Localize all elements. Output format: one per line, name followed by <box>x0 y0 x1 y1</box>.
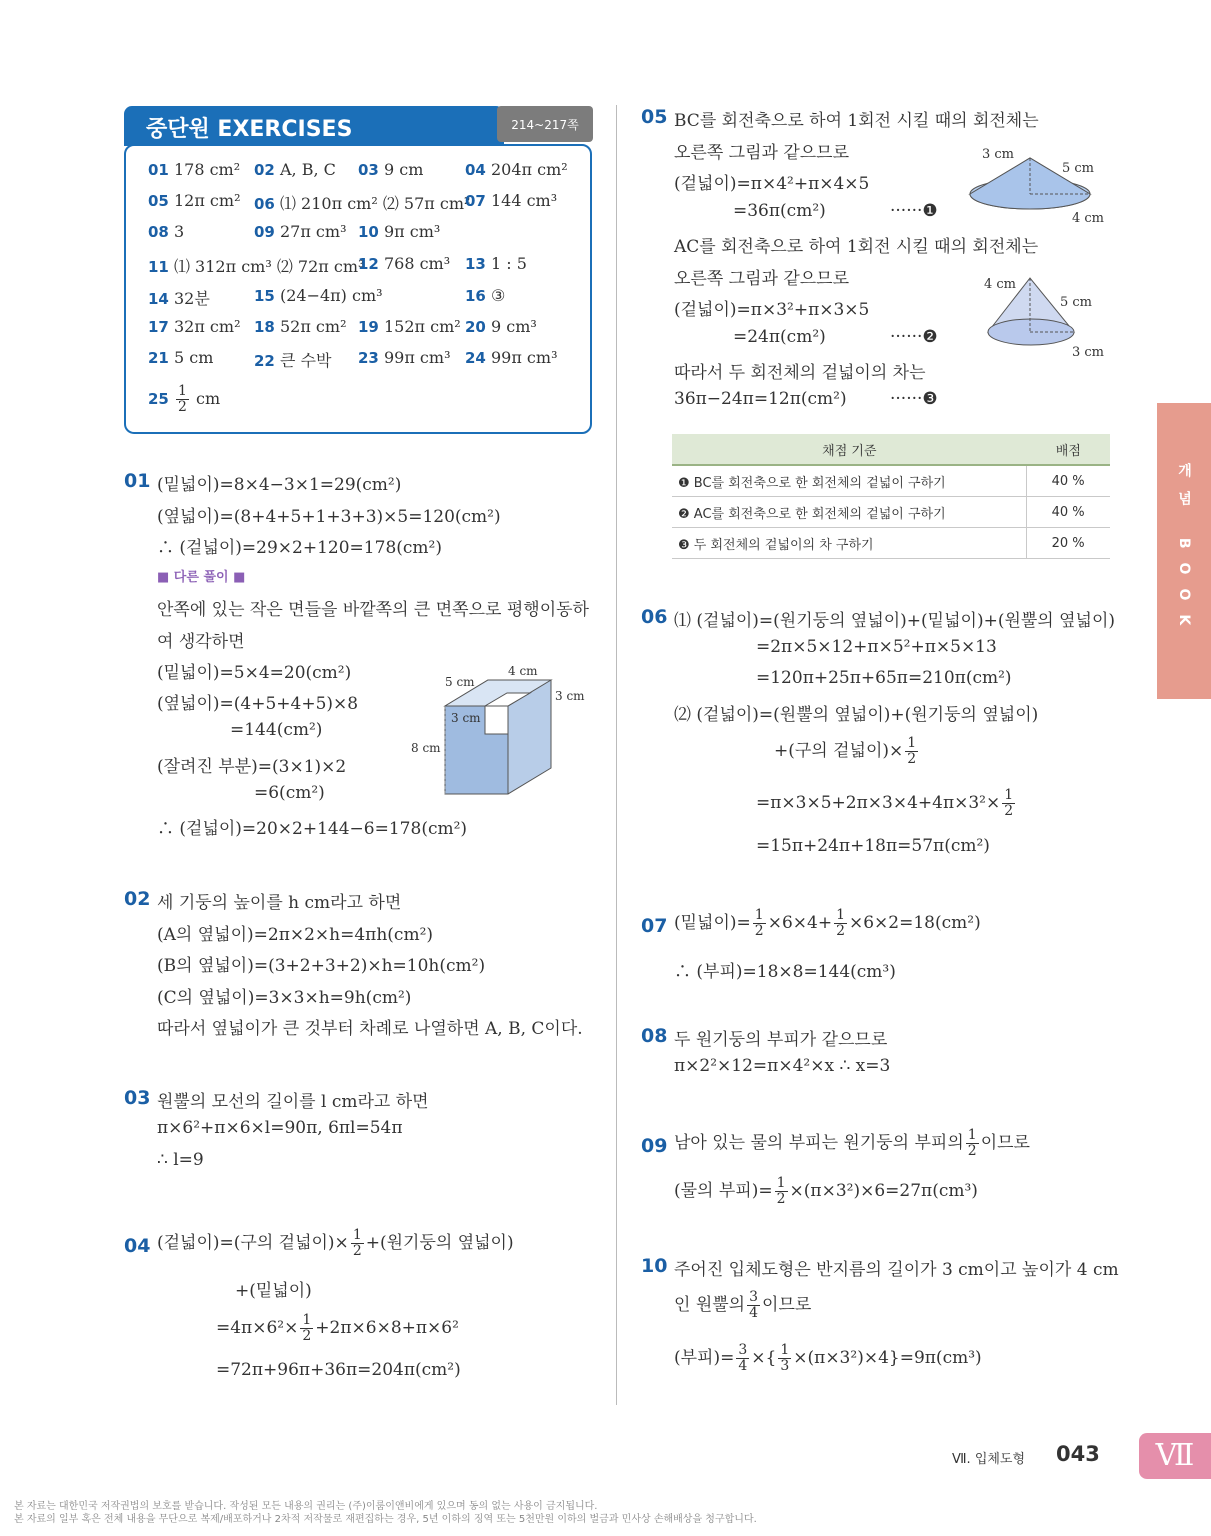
solution-line: =144(cm²) <box>230 720 323 740</box>
solution-line: (겉넓이)=(구의 겉넓이)× $\frac{1}{2}$ +(원기둥의 옆넓이) <box>157 1227 514 1259</box>
answer-item: 09 27π cm³ <box>254 222 347 241</box>
solution-line: +(구의 겉넓이)× $\frac{1}{2}$ <box>774 735 917 767</box>
points-cell: 20 % <box>1027 528 1110 559</box>
answer-item: 11 ⑴ 312π cm³ ⑵ 72π cm³ <box>148 257 365 276</box>
side-tab-label: 개념 BOOK <box>1176 462 1192 640</box>
chapter-badge: Ⅶ <box>1139 1433 1211 1479</box>
solution-line: (A의 옆넓이)=2π×2×h=4πh(cm²) <box>157 925 434 945</box>
prism-figure <box>405 660 605 810</box>
solution-line: =2π×5×12+π×5²+π×5×13 <box>756 637 997 657</box>
solution-line: BC를 회전축으로 하여 1회전 시킬 때의 회전체는 <box>674 111 1039 131</box>
answer-item: 19 152π cm² <box>358 317 461 336</box>
copyright-line-2: 본 자료의 일부 혹은 전체 내용을 무단으로 복제/배포하거나 2차적 저작물로 재편집하는 경우, 5년 이하의 징역 또는 5천만원 이하의 벌금과 민사상 손해배상을 청구합니다. <box>14 1514 757 1525</box>
solution-line: 인 원뿔의 $\frac{3}{4}$ 이므로 <box>674 1289 812 1321</box>
solution-line: ⑴ (겉넓이)=(원기둥의 옆넓이)+(밑넓이)+(원뿔의 옆넓이) <box>674 611 1116 631</box>
label-4cm: 4 cm <box>1072 211 1105 226</box>
solution-line: (C의 옆넓이)=3×3×h=9h(cm²) <box>157 988 412 1008</box>
solution-line: =π×3×5+2π×3×4+4π×3²× $\frac{1}{2}$ <box>756 787 1014 819</box>
answer-item: 01 178 cm² <box>148 160 241 179</box>
points-cell: 40 % <box>1027 465 1110 497</box>
solution-line: AC를 회전축으로 하여 1회전 시킬 때의 회전체는 <box>674 237 1039 257</box>
answer-item: 13 1 : 5 <box>465 254 527 273</box>
label-3cm-inner: 3 cm <box>451 711 481 725</box>
solution-line: (겉넓이)=π×4²+π×4×5 <box>674 174 870 194</box>
label-3cm: 3 cm <box>982 147 1015 162</box>
solution-line: (옆넓이)=(4+5+4+5)×8 <box>157 694 359 714</box>
solution-line: 두 원기둥의 부피가 같으므로 <box>674 1030 888 1050</box>
answer-item: 03 9 cm <box>358 160 424 179</box>
solution-line: 오른쪽 그림과 같으므로 <box>674 269 850 289</box>
table-row <box>672 465 1110 497</box>
header-points: 배점 <box>1027 434 1110 465</box>
column-divider <box>616 105 617 1405</box>
label-4cm: 4 cm <box>984 277 1017 292</box>
answer-item: 07 144 cm³ <box>465 191 558 210</box>
step-marker: ······❷ <box>890 327 938 347</box>
label-5cm: 5 cm <box>445 675 475 689</box>
criteria-cell: ❶ BC를 회전축으로 한 회전체의 겉넓이 구하기 <box>672 465 1027 497</box>
solution-line: 남아 있는 물의 부피는 원기둥의 부피의 $\frac{1}{2}$ 이므로 <box>674 1127 1030 1159</box>
answer-item: 15 (24−4π) cm³ <box>254 286 383 305</box>
solution-line: (부피)= $\frac{3}{4}$ ×{ $\frac{1}{3}$ ×(π×3²)×4}=9π(cm³) <box>674 1342 982 1374</box>
cone-figure-1 <box>960 140 1120 230</box>
solution-line: (밑넓이)=5×4=20(cm²) <box>157 663 352 683</box>
label-3cm: 3 cm <box>1072 345 1105 360</box>
answer-item: 24 99π cm³ <box>465 348 558 367</box>
label-5cm: 5 cm <box>1060 295 1093 310</box>
solution-line: ∴ (겉넓이)=20×2+144−6=178(cm²) <box>157 819 468 839</box>
solution-line: 원뿔의 모선의 길이를 l cm라고 하면 <box>157 1092 429 1112</box>
header-criteria: 채점 기준 <box>672 434 1027 465</box>
solution-line: (물의 부피)= $\frac{1}{2}$ ×(π×3²)×6=27π(cm³) <box>674 1175 978 1207</box>
cone-figure-2 <box>980 270 1120 365</box>
problem-number: 03 <box>124 1087 151 1109</box>
answer-item: 12 768 cm³ <box>358 254 451 273</box>
solution-line: 주어진 입체도형은 반지름의 길이가 3 cm이고 높이가 4 cm <box>674 1260 1119 1280</box>
answer-item: 16 ③ <box>465 286 506 305</box>
problem-number: 01 <box>124 470 151 492</box>
solution-line: ∴ (부피)=18×8=144(cm³) <box>674 962 896 982</box>
solution-line: (옆넓이)=(8+4+5+1+3+3)×5=120(cm²) <box>157 507 501 527</box>
answer-item: 22 큰 수박 <box>254 351 332 370</box>
solution-line: π×2²×12=π×4²×x ∴ x=3 <box>674 1056 891 1076</box>
problem-number: 08 <box>641 1025 668 1047</box>
solution-line: 36π−24π=12π(cm²) <box>674 389 847 409</box>
problem-number: 06 <box>641 606 668 628</box>
solution-line: =120π+25π+65π=210π(cm²) <box>756 668 1012 688</box>
problem-number: 07 <box>641 915 668 937</box>
criteria-cell: ❸ 두 회전체의 겉넓이의 차 구하기 <box>672 528 1027 559</box>
step-marker: ······❶ <box>890 201 938 221</box>
solution-line: π×6²+π×6×l=90π, 6πl=54π <box>157 1118 403 1138</box>
criteria-cell: ❷ AC를 회전축으로 한 회전체의 겉넓이 구하기 <box>672 497 1027 528</box>
problem-number: 09 <box>641 1135 668 1157</box>
solution-line: 여 생각하면 <box>157 632 245 652</box>
step-marker: ······❸ <box>890 389 938 409</box>
solution-line: =4π×6²× $\frac{1}{2}$ +2π×6×8+π×6² <box>216 1312 459 1344</box>
answer-item: 25 $\frac{1}{2}$ cm <box>148 383 221 415</box>
solution-line: (B의 옆넓이)=(3+2+3+2)×h=10h(cm²) <box>157 956 486 976</box>
solution-line: 따라서 옆넓이가 큰 것부터 차례로 나열하면 A, B, C이다. <box>157 1019 583 1039</box>
solution-line: +(밑넓이) <box>235 1281 312 1301</box>
answer-item: 06 ⑴ 210π cm² ⑵ 57π cm² <box>254 194 471 213</box>
answer-item: 14 32분 <box>148 289 210 308</box>
label-3cm-right: 3 cm <box>555 689 585 703</box>
problem-number: 05 <box>641 106 668 128</box>
table-row <box>672 528 1110 559</box>
answer-item: 20 9 cm³ <box>465 317 537 336</box>
answer-item: 08 3 <box>148 222 185 241</box>
page-number: 043 <box>1056 1442 1100 1466</box>
solution-line: (밑넓이)= $\frac{1}{2}$ ×6×4+ $\frac{1}{2}$ ×6×2=18(cm²) <box>674 907 981 939</box>
label-5cm: 5 cm <box>1062 161 1095 176</box>
label-4cm: 4 cm <box>508 664 538 678</box>
solution-line: 오른쪽 그림과 같으므로 <box>674 143 850 163</box>
solution-line: ∴ l=9 <box>157 1150 204 1170</box>
problem-number: 04 <box>124 1235 151 1257</box>
solution-line: =24π(cm²) <box>733 327 826 347</box>
solution-line: =6(cm²) <box>254 783 325 803</box>
grading-table <box>672 434 1110 559</box>
answer-item: 23 99π cm³ <box>358 348 451 367</box>
table-row <box>672 497 1110 528</box>
points-cell: 40 % <box>1027 497 1110 528</box>
solution-line: 세 기둥의 높이를 h cm라고 하면 <box>157 893 402 913</box>
problem-number: 10 <box>641 1255 668 1277</box>
answer-item: 21 5 cm <box>148 348 214 367</box>
alternate-solution-label: ■ 다른 풀이 ■ <box>157 570 246 585</box>
solution-line: =15π+24π+18π=57π(cm²) <box>756 836 990 856</box>
table-header-row <box>672 434 1110 465</box>
problem-number: 02 <box>124 888 151 910</box>
exercises-page-range: 214~217쪽 <box>497 106 593 142</box>
solution-line: 안쪽에 있는 작은 면들을 바깥쪽의 큰 면쪽으로 평행이동하 <box>157 600 589 620</box>
answer-item: 05 12π cm² <box>148 191 241 210</box>
answer-item: 18 52π cm² <box>254 317 347 336</box>
chapter-label: Ⅶ. 입체도형 <box>952 1452 1026 1467</box>
answer-item: 02 A, B, C <box>254 160 336 179</box>
label-8cm: 8 cm <box>411 741 441 755</box>
solution-line: (잘려진 부분)=(3×1)×2 <box>157 757 347 777</box>
solution-line: (겉넓이)=π×3²+π×3×5 <box>674 300 870 320</box>
copyright-line-1: 본 자료는 대한민국 저작권법의 보호를 받습니다. 작성된 모든 내용의 권리는 (주)이룸이앤비에게 있으며 동의 없는 사용이 금지됩니다. <box>14 1501 598 1512</box>
solution-line: =72π+96π+36π=204π(cm²) <box>216 1360 461 1380</box>
solution-line: 따라서 두 회전체의 겉넓이의 차는 <box>674 363 926 383</box>
solution-line: (밑넓이)=8×4−3×1=29(cm²) <box>157 475 402 495</box>
answer-item: 17 32π cm² <box>148 317 241 336</box>
exercises-title: 중단원 EXERCISES <box>146 117 353 142</box>
answer-item: 04 204π cm² <box>465 160 568 179</box>
solution-line: =36π(cm²) <box>733 201 826 221</box>
answer-item: 10 9π cm³ <box>358 222 441 241</box>
solution-line: ⑵ (겉넓이)=(원뿔의 옆넓이)+(원기둥의 옆넓이) <box>674 705 1039 725</box>
solution-line: ∴ (겉넓이)=29×2+120=178(cm²) <box>157 538 442 558</box>
